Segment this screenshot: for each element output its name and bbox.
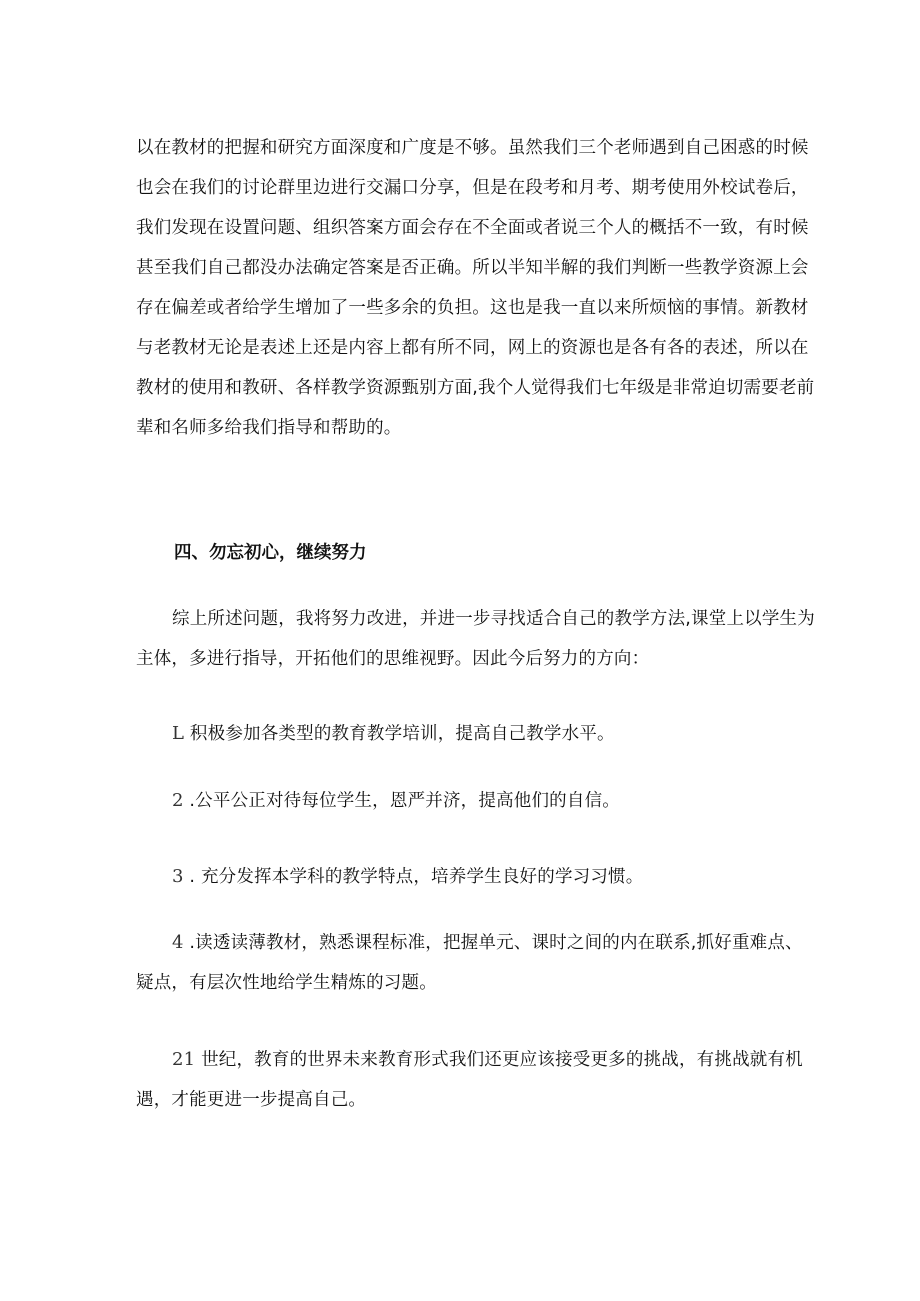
item-text: . 充分发挥本学科的教学特点，培养学生良好的学习习惯。	[183, 867, 644, 887]
list-item	[136, 781, 796, 821]
item-text: 积极参加各类型的教育教学培训，提高自己教学水平。	[184, 724, 615, 744]
paragraph-line: 甚至我们自己都没办法确定答案是否正确。所以半知半解的我们判断一些教学资源上会	[136, 258, 809, 278]
paragraph-line: 与老教材无论是表述上还是内容上都有所不同，网上的资源也是各有各的表述，所以在	[136, 338, 809, 358]
paragraph-line: 以在教材的把握和研究方面深度和广度是不够。虽然我们三个老师遇到自己困惑的时候	[136, 138, 809, 158]
item-number: 2	[172, 790, 184, 811]
item-number: 4	[172, 932, 184, 953]
closing-first-line: 世纪，教育的世界未来教育形式我们还更应该接受更多的挑战，有挑战就有机	[195, 1050, 803, 1070]
summary-paragraph	[136, 599, 815, 679]
paragraph-line: 教材的使用和教研、各样教学资源甄别方面,我个人觉得我们七年级是非常迫切需要老前	[136, 378, 815, 398]
closing-second-line: 遇，才能更进一步提高自己。	[136, 1090, 367, 1110]
century-number: 21	[172, 1049, 196, 1070]
section-heading: 四、勿忘初心，继续努力	[174, 543, 367, 563]
item-text: .读透读薄教材，熟悉课程标准，把握单元、课时之间的内在联系,抓好重难点、	[183, 933, 803, 953]
closing-paragraph	[136, 1040, 803, 1120]
paragraph-line: 存在偏差或者给学生增加了一些多余的负担。这也是我一直以来所烦恼的事情。新教材	[136, 298, 809, 318]
item-continuation: 疑点，有层次性地给学生精炼的习题。	[136, 973, 437, 993]
list-item	[136, 714, 796, 754]
paragraph-line: 也会在我们的讨论群里边进行交漏口分享，但是在段考和月考、期考使用外校试卷后，	[136, 178, 809, 198]
item-number: L	[172, 723, 185, 744]
paragraph-line: 辈和名师多给我们指导和帮助的。	[136, 418, 402, 438]
intro-paragraph	[136, 128, 815, 448]
list-item	[136, 923, 803, 1003]
item-number: 3	[172, 866, 184, 887]
paragraph-line: 主体，多进行指导，开拓他们的思维视野。因此今后努力的方向：	[136, 649, 650, 669]
list-item	[136, 857, 796, 897]
paragraph-line: 我们发现在设置问题、组织答案方面会存在不全面或者说三个人的概括不一致，有时候	[136, 218, 809, 238]
paragraph-line: 综上所述问题，我将努力改进，并进一步寻找适合自己的教学方法,课堂上以学生为	[172, 609, 815, 629]
item-text: .公平公正对待每位学生，恩严并济，提高他们的自信。	[183, 791, 620, 811]
